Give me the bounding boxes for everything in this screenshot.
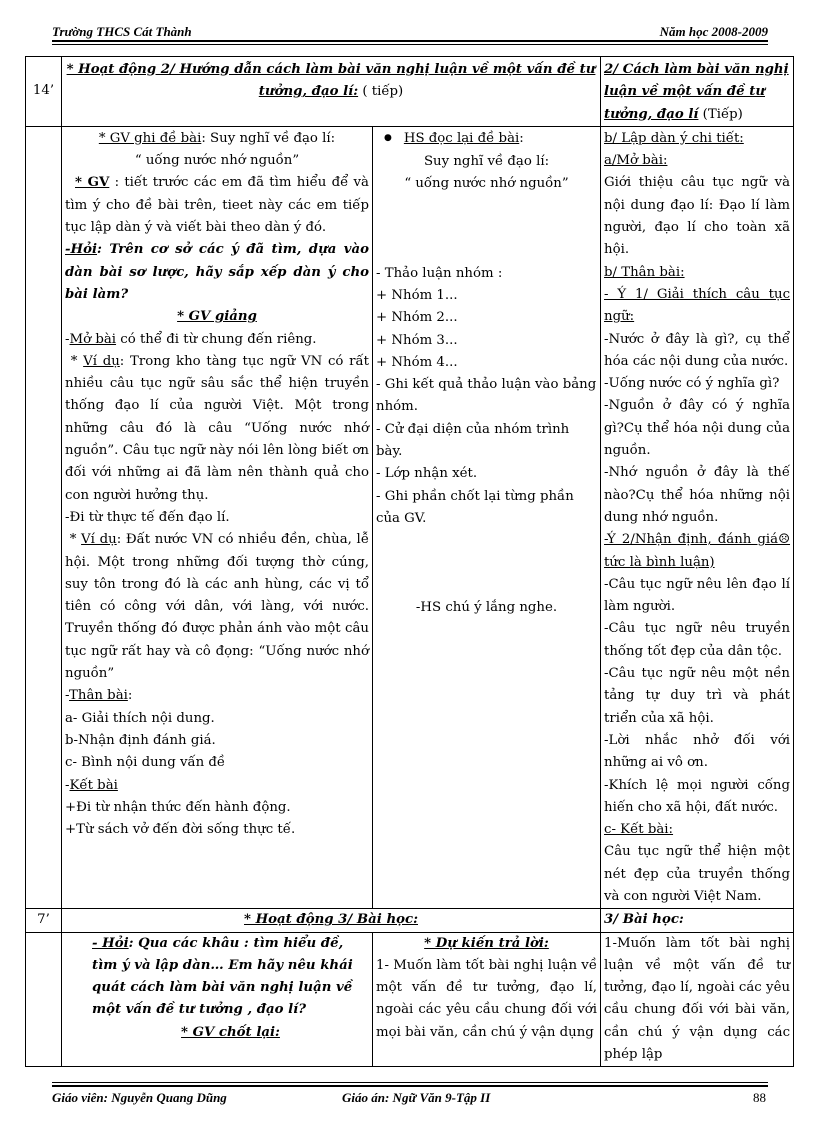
page-number: 88 (753, 1090, 766, 1105)
time-cell: 14’ (26, 57, 62, 127)
school-year: Năm học 2008-2009 (659, 24, 768, 39)
time-cell: 7’ (26, 909, 62, 932)
teacher-name: Giáo viên: Nguyễn Quang Dũng (52, 1090, 227, 1105)
student-column: * Dự kiến trả lời: 1- Muốn làm tốt bài nghị luận về một vấn đề tư tưởng, đạo lí, ngoài các yêu cầu chung đối với mọi bài văn, cần chú ý vận dụng (373, 932, 601, 1067)
page-header (52, 20, 768, 42)
activity-2-title: * Hoạt động 2/ Hướng dẫn cách làm bài văn nghị luận về một vấn đề tư tưởng, đạo lí: ( tiếp) (62, 57, 601, 127)
quote: “ uống nước nhớ nguồn” (134, 153, 300, 169)
school-name: Trường THCS Cát Thành (52, 24, 192, 39)
activity-3-title: * Hoạt động 3/ Bài học: (62, 909, 601, 932)
lesson-table (25, 56, 794, 1067)
content-column: b/ Lập dàn ý chi tiết: a/Mở bài: Giới thiệu câu tục ngữ và nội dung đạo lí: Đạo lí làm người, đạo lí cho toàn xã hội. b/ Thân bài: - Ý 1/ Giải thích câu tục ngữ: -Nước ở đây là gì?, cụ thể hóa các nội dung của nước. -Uống nước có ý nghĩa gì? -Nguồn ở đây có ý nghĩa gì?Cụ thể hóa nội dung của nguồn. -Nhớ nguồn ở đây là thế nào?Cụ thể hóa những nội dung nhớ nguồn. -Ý 2/Nhận định, đánh giá☹tức là bình luận) -Câu tục ngữ nêu lên đạo lí làm người. -Câu tục ngữ nêu truyền thống tốt đẹp của dân tộc. -Câu tục ngữ nêu một nền tảng tự duy trì và phát triển của xã hội. -Lời nhắc nhở đối với những ai vô ơn. -Khích lệ mọi người cống hiến cho xã hội, đất nước. c- Kết bài: Câu tục ngữ thể hiện một nét đẹp của truyền thống và con người Việt Nam. (601, 126, 794, 908)
page-footer (52, 1082, 768, 1104)
header-rule (52, 40, 768, 42)
row-activity-2-title (26, 57, 794, 127)
content-column: 1-Muốn làm tốt bài nghị luận về một vấn đề tư tưởng, đạo lí, ngoài các yêu cầu chung đối với bài văn, cần chú ý vận dụng các phép lập (601, 932, 794, 1067)
student-column: ● HS đọc lại đề bài: Suy nghĩ về đạo lí: “ uống nước nhớ nguồn” - Thảo luận nhóm : + Nhóm 1... + Nhóm 2... + Nhóm 3... + Nhóm 4... - Ghi kết quả thảo luận vào bảng nhóm. - Cử đại diện của nhóm trình bày. - Lớp nhận xét. - Ghi phần chốt lại từng phần của GV. -HS chú ý lắng nghe. (373, 126, 601, 908)
section-2-title: 2/ Cách làm bài văn nghị luận về một vấn đề tư tưởng, đạo lí (Tiếp) (601, 57, 794, 127)
gv-giang: * GV giảng (177, 309, 257, 325)
time-cell-empty (26, 932, 62, 1067)
row-activity-3-title (26, 909, 794, 932)
header-rule-thin (52, 44, 768, 45)
plan-name: Giáo án: Ngữ Văn 9-Tập II (342, 1090, 491, 1105)
footer-rule-thin (52, 1082, 768, 1083)
footer-rule (52, 1085, 768, 1087)
section-3-title: 3/ Bài học: (601, 909, 794, 932)
bullet-icon (384, 131, 404, 146)
teacher-column: * GV ghi đề bài: Suy nghĩ về đạo lí: “ uống nước nhớ nguồn” * GV : tiết trước các em đã tìm hiểu để và tìm ý cho đề bài trên, tieet này các em tiếp tục lập dàn ý và viết bài theo dàn ý đó. -Hỏi: Trên cơ sở các ý đã tìm, dựa vào dàn bài sơ lược, hãy sắp xếp dàn ý cho bài làm? * GV giảng -Mở bài có thể đi từ chung đến riêng. * Ví dụ: Trong kho tàng tục ngữ VN có rất nhiều câu tục ngữ sâu sắc thể hiện truyền thống đạo lí của người Việt. Một trong những câu đó là câu “Uống nước nhớ nguồn”. Câu tục ngữ này nói lên lòng biết ơn đối với những ai đã làm nên thành quả cho con người hưởng thụ. -Đi từ thực tế đến đạo lí. * Ví dụ: Đất nước VN có nhiều đền, chùa, lễ hội. Một trong những đối tượng thờ cúng, suy tôn trong đó là các anh hùng, các vị tổ tiên có công với dân, với làng, với nước. Truyền thống đó được phản ánh vào một câu tục ngữ rất hay và cô đọng: “Uống nước nhớ nguồn” -Thân bài: a- Giải thích nội dung. b-Nhận định đánh giá. c- Bình nội dung vấn đề -Kết bài +Đi từ nhận thức đến hành động. +Từ sách vở đến đời sống thực tế. (62, 126, 373, 908)
time-cell-empty (26, 126, 62, 908)
row-activity-3-body (26, 932, 794, 1067)
row-activity-2-body (26, 126, 794, 908)
teacher-column: - Hỏi: Qua các khâu : tìm hiểu đề, tìm ý và lập dàn… Em hãy nêu khái quát cách làm bài văn nghị luận về một vấn đề tư tưởng , đạo lí? * GV chốt lại: (62, 932, 373, 1067)
